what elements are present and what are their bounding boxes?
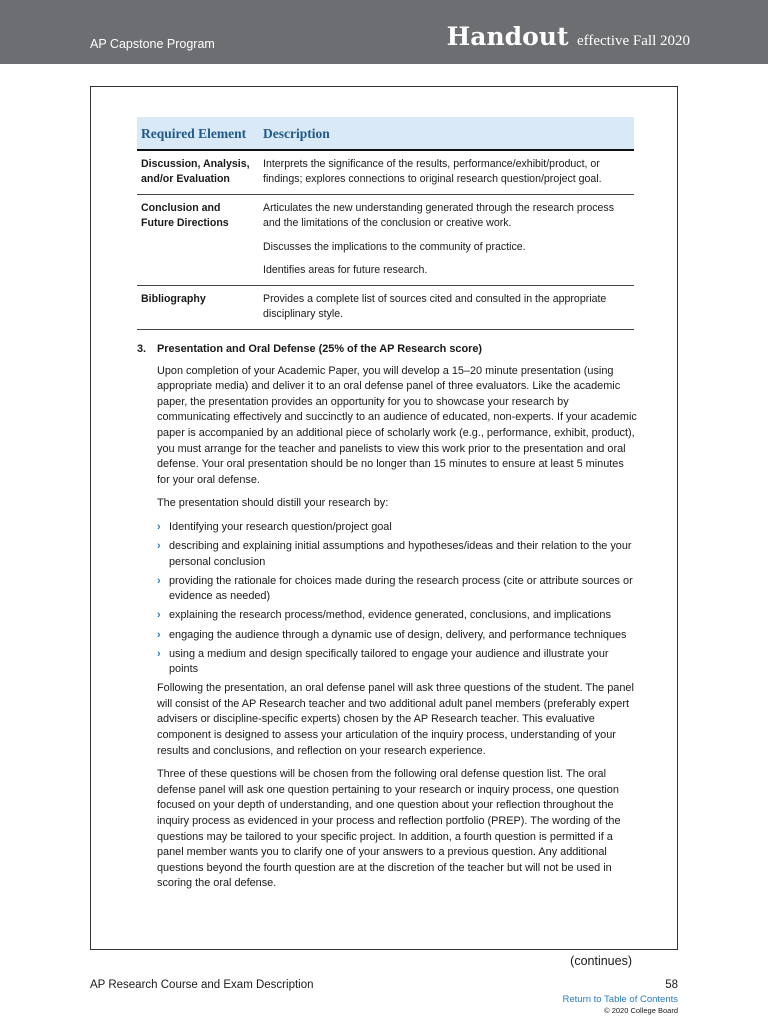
description-text: Provides a complete list of sources cited and consulted in the appropriate disciplinary style.	[263, 292, 607, 320]
program-name: AP Capstone Program	[90, 37, 215, 51]
table-row	[137, 194, 634, 285]
description-text: Interprets the significance of the results, performance/exhibit/product, or findings; explores connections to original research question/project goal.	[263, 157, 602, 185]
list-item-text: explaining the research process/method, evidence generated, conclusions, and implications	[169, 609, 611, 622]
table-header-row	[137, 117, 634, 150]
presentation-section	[137, 342, 637, 900]
course-title: AP Research Course and Exam Description	[90, 979, 314, 991]
copyright-notice: © 2020 College Board	[604, 1006, 678, 1015]
paragraph: Three of these questions will be chosen from the following oral defense question list. The oral defense panel will ask one question pertaining to your research or inquiry process, one question focused on your depth of understanding, and one question about your reflection throughout the inquiry process as evidenced in your process and reflection portfolio (PREP). The wording of the questions may be tailored to your specific project. In addition, a fourth question is permitted if a panel member wants you to clarify one of your answers to a previous question. Any additional questions beyond the fourth question are at the discretion of the teacher but will not be used in scoring the oral defense.	[157, 768, 621, 890]
column-header: Description	[259, 117, 634, 150]
content-frame	[90, 86, 678, 950]
element-cell: Conclusion and Future Directions	[137, 194, 259, 285]
section-heading	[137, 342, 637, 358]
table-row	[137, 285, 634, 329]
list-item-text: engaging the audience through a dynamic use of design, delivery, and performance techniques	[169, 628, 627, 641]
header-bar	[0, 0, 768, 64]
chevron-right-icon: ›	[157, 540, 161, 553]
section-title: Presentation and Oral Defense (25% of the AP Research score)	[157, 343, 483, 355]
list-item	[157, 647, 637, 678]
page-number: 58	[665, 979, 678, 991]
list-item-text: describing and explaining initial assumptions and hypotheses/ideas and their relation to the your personal conclusion	[169, 540, 632, 568]
list-item-text: providing the rationale for choices made during the research process (cite or attribute sources or evidence as needed)	[169, 574, 633, 603]
chevron-right-icon: ›	[157, 628, 161, 641]
paragraph: Upon completion of your Academic Paper, you will develop a 15–20 minute presentation (using appropriate media) and deliver it to an oral defense panel of three evaluators. Like the academic paper, the presentation provides an opportunity for you to showcase your research by communicating effectively and succinctly to an audience of educated, non-experts. If your academic paper is accompanied by an additional piece of scholarly work (e.g., performance, exhibit, product), you must arrange for the teacher and panelists to view this work prior to the presentation and oral defense. Your oral presentation should be no longer than 15 minutes to ensure at least 5 minutes for your oral defense.	[157, 364, 637, 486]
list-item-text: using a medium and design specifically tailored to engage your audience and illustrate your points	[169, 647, 609, 676]
chevron-right-icon: ›	[157, 520, 161, 533]
chevron-right-icon: ›	[157, 574, 161, 587]
bullet-list	[157, 520, 637, 678]
handout-title	[447, 22, 690, 51]
description-text: Discusses the implications to the community of practice.	[263, 240, 526, 253]
list-item	[157, 520, 637, 536]
section-body	[157, 364, 637, 892]
list-item	[157, 628, 637, 644]
handout-title-text: Handout	[446, 22, 569, 51]
description-cell	[259, 150, 634, 195]
handout-subtitle: effective Fall 2020	[576, 33, 690, 49]
description-text: Articulates the new understanding generated through the research process and the limitations of the conclusion or creative work.	[263, 201, 614, 229]
column-header: Required Element	[137, 117, 259, 150]
paragraph: The presentation should distill your research by:	[157, 497, 389, 510]
description-cell	[259, 285, 634, 329]
table-of-contents-link[interactable]: Return to Table of Contents	[562, 994, 678, 1005]
description-cell	[259, 194, 634, 285]
section-number: 3.	[137, 343, 147, 355]
chevron-right-icon: ›	[157, 609, 161, 622]
required-elements-table	[137, 117, 634, 330]
list-item	[157, 574, 637, 605]
list-item-text: Identifying your research question/project goal	[169, 520, 392, 533]
paragraph: Following the presentation, an oral defense panel will ask three questions of the student. The panel will consist of the AP Research teacher and two additional adult panel members (preferably expert advisers or discipline-specific experts) chosen by the AP Research teacher. This evaluative component is designed to assess your articulation of the inquiry process, understanding of your results and conclusions, and reflection on your research experience.	[157, 682, 634, 757]
element-cell: Bibliography	[137, 285, 259, 329]
description-text: Identifies areas for future research.	[263, 264, 428, 276]
chevron-right-icon: ›	[157, 647, 161, 660]
element-cell: Discussion, Analysis, and/or Evaluation	[137, 150, 259, 195]
table-row	[137, 150, 634, 195]
list-item	[157, 539, 637, 570]
list-item	[157, 608, 637, 624]
continues-note: (continues)	[570, 954, 632, 968]
